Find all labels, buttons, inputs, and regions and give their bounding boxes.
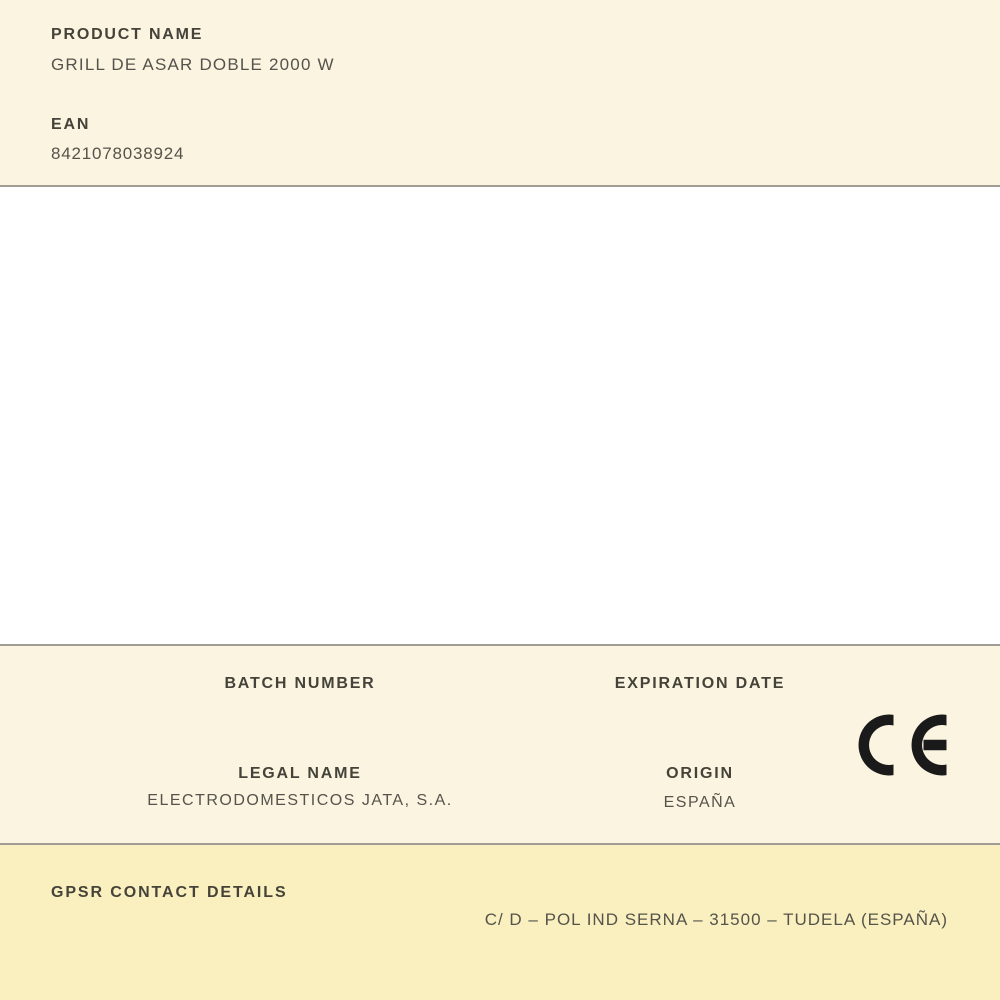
legal-name-value: ELECTRODOMESTICOS JATA, S.A. xyxy=(147,792,453,809)
product-name-value: GRILL DE ASAR DOBLE 2000 W xyxy=(51,55,335,74)
ean-label: EAN xyxy=(51,116,91,133)
legal-name-label: LEGAL NAME xyxy=(238,765,362,782)
product-info-section xyxy=(0,0,1000,185)
product-name-label: PRODUCT NAME xyxy=(51,26,204,43)
origin-label: ORIGIN xyxy=(666,765,734,782)
batch-number-label: BATCH NUMBER xyxy=(224,675,376,692)
ce-mark-icon xyxy=(858,714,947,776)
origin-value: ESPAÑA xyxy=(663,794,737,811)
blank-image-area xyxy=(0,187,1000,644)
ean-value: 8421078038924 xyxy=(51,144,185,163)
gpsr-address-value: C/ D – POL IND SERNA – 31500 – TUDELA (ESPAÑA) xyxy=(484,910,948,929)
expiration-date-label: EXPIRATION DATE xyxy=(614,675,786,692)
gpsr-contact-label: GPSR CONTACT DETAILS xyxy=(51,884,288,901)
